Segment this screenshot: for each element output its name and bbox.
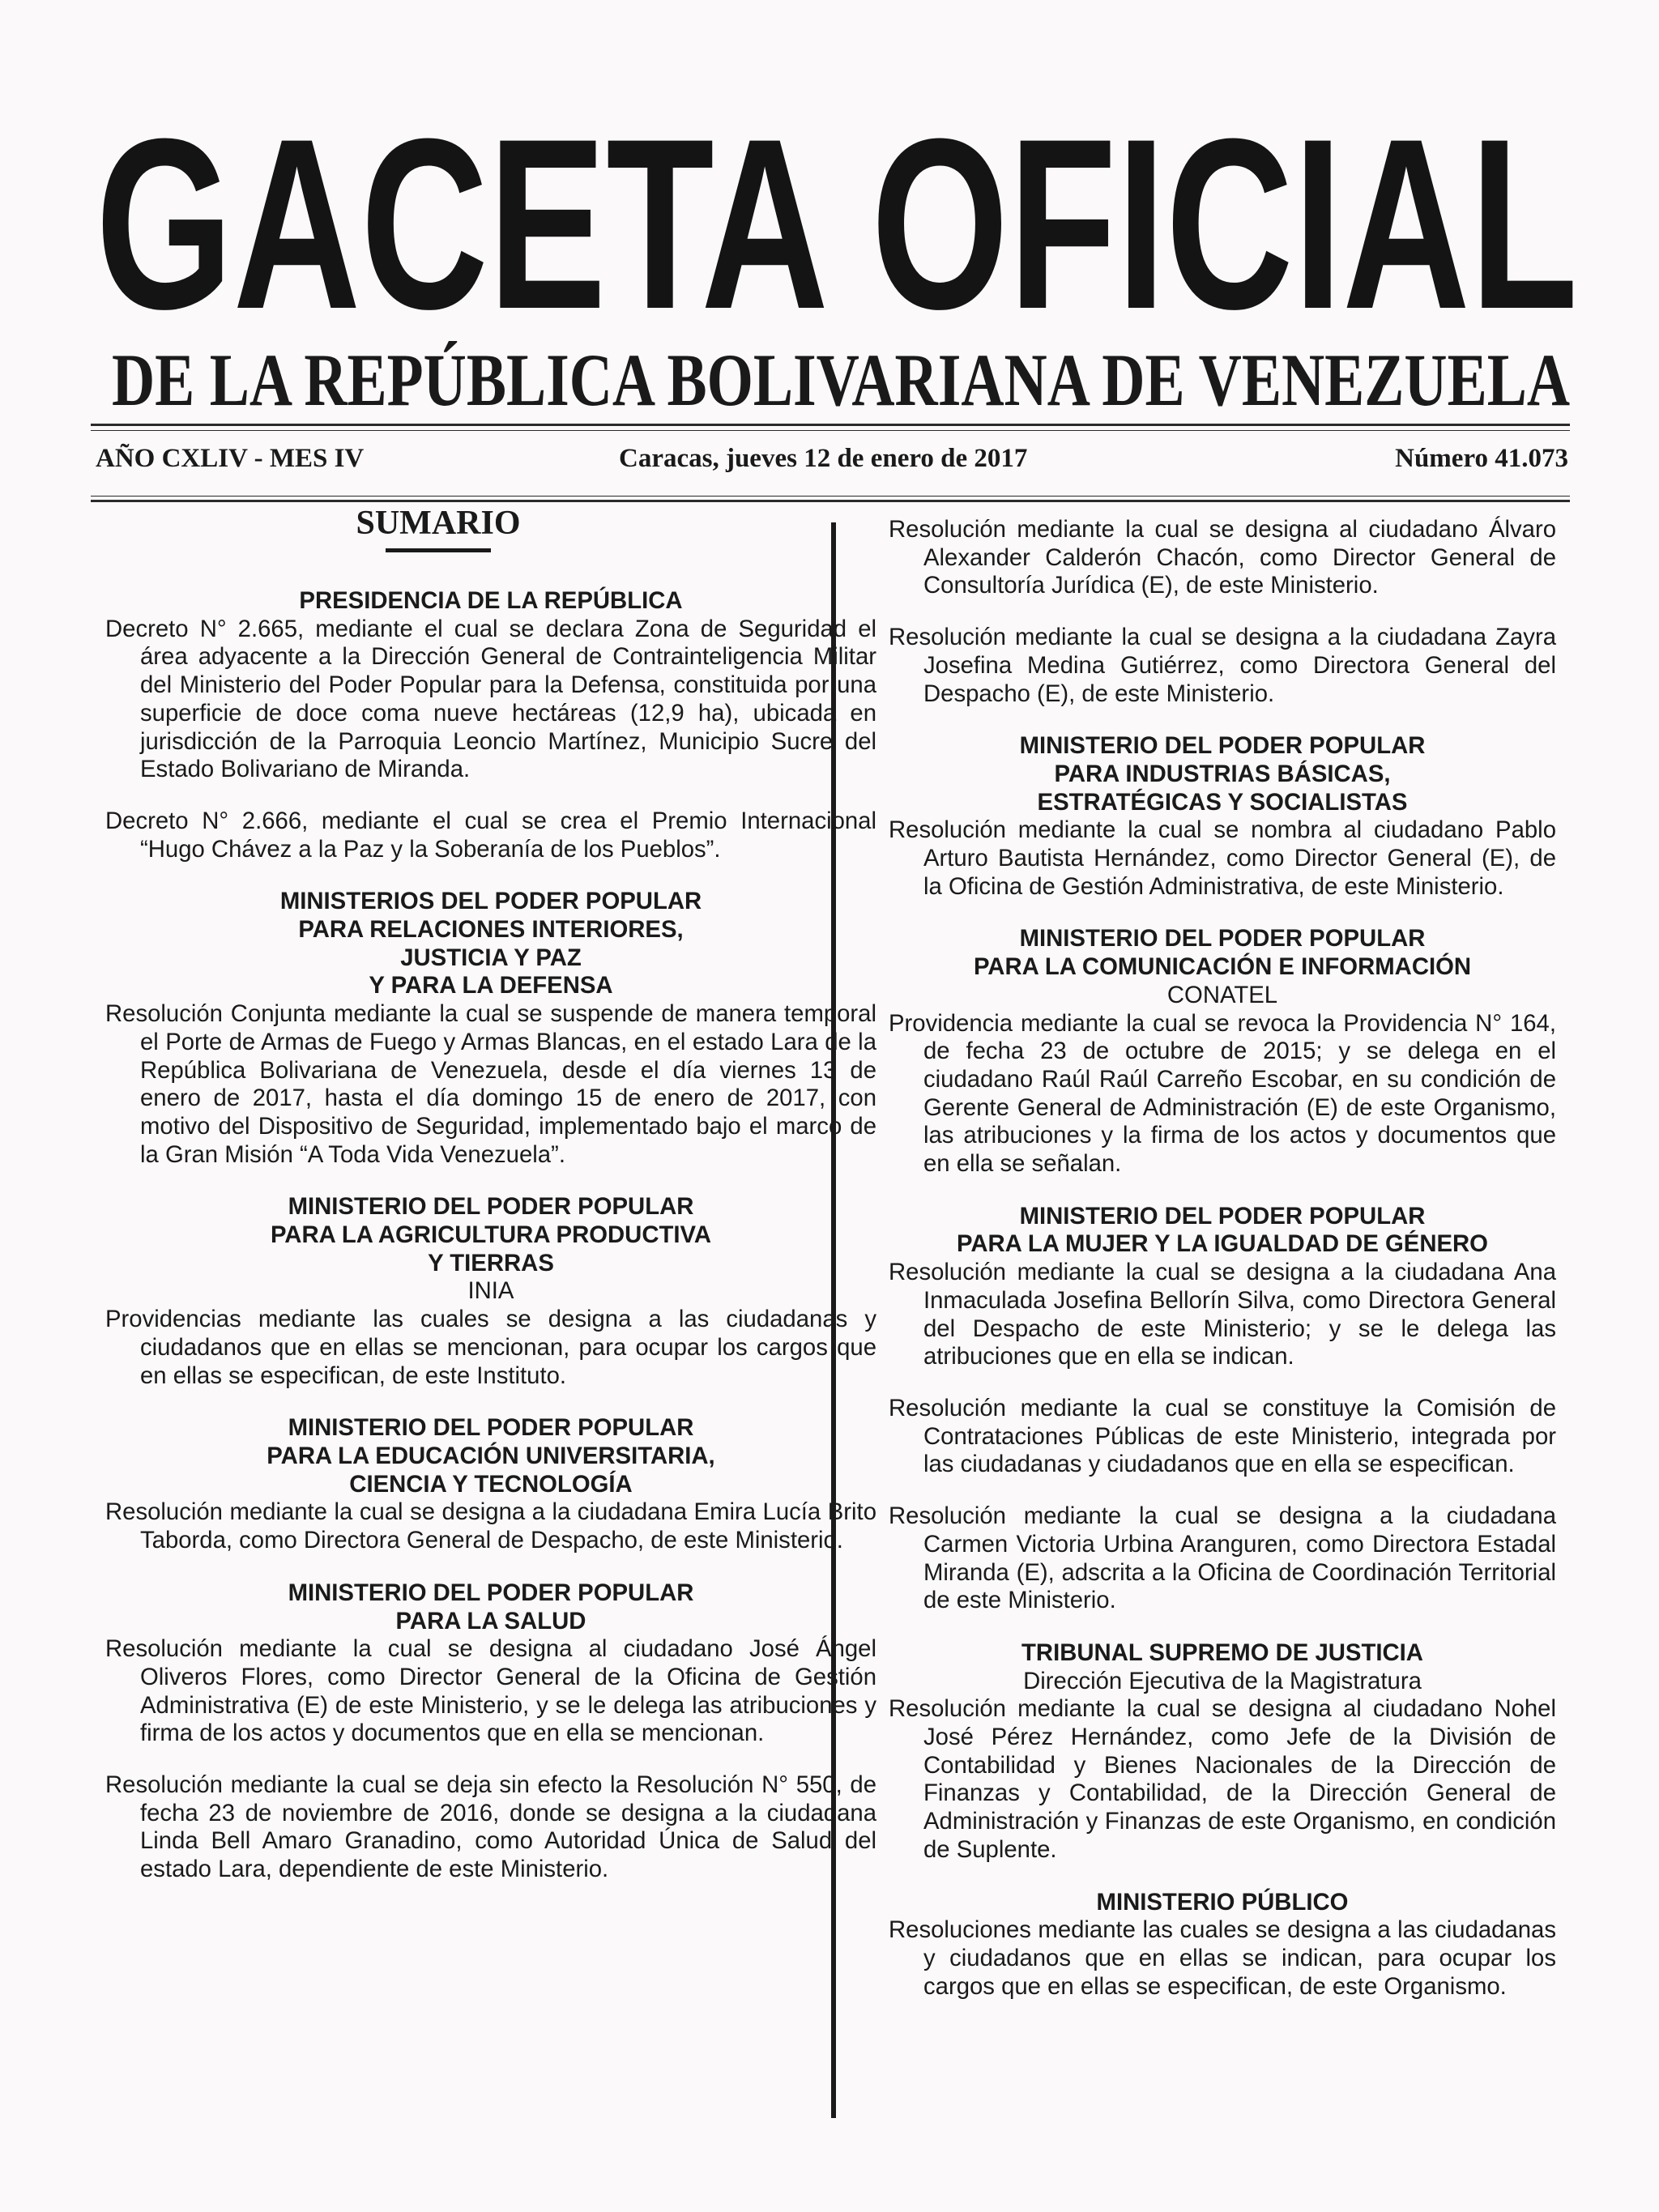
section-heading: PARA INDUSTRIAS BÁSICAS, [1054, 760, 1391, 787]
svg-text:DE LA REPÚBLICA BOLIVARIANA DE: DE LA REPÚBLICA BOLIVARIANA DE VENEZUELA [112, 339, 1570, 421]
summary-entry: Resolución mediante la cual se designa a la ciudadana Emira Lucía Brito Taborda, como Directora General de Despacho, de este Ministerio. [105, 1498, 876, 1554]
section-heading: PARA LA COMUNICACIÓN E INFORMACIÓN [973, 953, 1472, 981]
summary-entry: Providencia mediante la cual se revoca la Providencia N° 164, de fecha 23 de octubre de 2015; y se delega en el ciudadano Raúl Raúl Carreño Escobar, en su condición de Gerente General de Administración (E) de este Organismo, las atribuciones y la firma de los actos y documentos que en ella se señalan. [889, 1009, 1556, 1178]
summary-entry: Resolución mediante la cual se designa al ciudadano Nohel José Pérez Hernández, como Jefe de la División de Contabilidad y Bienes Nacionales de la Dirección de Finanzas y Contabilidad, de la Dirección General de Administración y Finanzas de este Organismo, en condición de Suplente. [889, 1695, 1556, 1863]
summary-section [889, 1889, 1556, 2001]
masthead [0, 0, 1659, 535]
summary-section [889, 925, 1556, 1178]
section-subheading: Dirección Ejecutiva de la Magistratura [1023, 1667, 1422, 1694]
issue-date: Caracas, jueves 12 de enero de 2017 [619, 444, 1028, 473]
issue-info-row [96, 444, 1568, 484]
masthead-subtitle [112, 336, 1570, 425]
section-heading: MINISTERIO DEL PODER POPULAR [288, 1414, 694, 1442]
section-heading: CIENCIA Y TECNOLOGÍA [349, 1470, 633, 1498]
section-heading: MINISTERIO DEL PODER POPULAR [1019, 925, 1426, 953]
issue-number: Número 41.073 [1395, 444, 1568, 473]
summary-section [889, 1203, 1556, 1615]
section-heading: PARA RELACIONES INTERIORES, [298, 916, 684, 944]
summary-section [889, 732, 1556, 901]
section-heading: MINISTERIO DEL PODER POPULAR [288, 1193, 694, 1221]
section-heading: MINISTERIO DEL PODER POPULAR [1019, 732, 1426, 760]
section-heading: PARA LA EDUCACIÓN UNIVERSITARIA, [267, 1442, 715, 1469]
section-heading: ESTRATÉGICAS Y SOCIALISTAS [1037, 788, 1408, 816]
masthead-title [96, 91, 1578, 334]
summary-entry: Resolución mediante la cual se designa a la ciudadana Ana Inmaculada Josefina Bellorín Silva, como Directora General del Despacho de este Ministerio; y se le delega las atribuciones que en ella se indican. [889, 1259, 1556, 1370]
svg-text:GACETA OFICIAL: GACETA OFICIAL [96, 91, 1578, 334]
left-column [105, 587, 876, 1908]
summary-entry: Decreto N° 2.665, mediante el cual se declara Zona de Seguridad el área adyacente a la Dirección General de Contrainteligencia Militar del Ministerio del Poder Popular para la Defensa, constituida por una superficie de doce coma nueve hectáreas (12,9 ha), ubicada en jurisdicción de la Parroquia Leoncio Martínez, Municipio Sucre del Estado Bolivariano de Miranda. [105, 615, 876, 783]
summary-section [105, 1579, 876, 1884]
bottom-rule-thick [91, 500, 1570, 502]
section-heading: MINISTERIO DEL PODER POPULAR [1019, 1202, 1426, 1230]
section-heading: PARA LA AGRICULTURA PRODUCTIVA [270, 1221, 712, 1249]
summary-entry: Resoluciones mediante las cuales se designa a las ciudadanas y ciudadanos que en ellas se indican, para ocupar los cargos que en ellas se especifican, de este Organismo. [889, 1916, 1556, 2000]
year-month: AÑO CXLIV - MES IV [96, 444, 365, 473]
summary-entry: Providencias mediante las cuales se designa a las ciudadanas y ciudadanos que en ellas se mencionan, para ocupar los cargos que en ellas se especifican, de este Instituto. [105, 1306, 876, 1389]
section-heading: MINISTERIO DEL PODER POPULAR [288, 1579, 694, 1606]
right-column [889, 516, 1556, 2025]
section-heading: TRIBUNAL SUPREMO DE JUSTICIA [1021, 1639, 1423, 1666]
summary-section [105, 587, 876, 863]
summary-entry: Decreto N° 2.666, mediante el cual se crea el Premio Internacional “Hugo Chávez a la Paz y la Soberanía de los Pueblos”. [105, 807, 876, 863]
section-heading: MINISTERIO PÚBLICO [1096, 1888, 1349, 1916]
summary-section [889, 1639, 1556, 1865]
summary-entry: Resolución mediante la cual se designa a la ciudadana Zayra Josefina Medina Gutiérrez, como Directora General del Despacho (E), de este Ministerio. [889, 624, 1556, 707]
summary-section [105, 1414, 876, 1555]
summary-entry: Resolución mediante la cual se designa al ciudadano José Ángel Oliveros Flores, como Director General de la Oficina de Gestión Administrativa (E) de este Ministerio, y se le delega las atribuciones y firma de los actos y documentos que en ella se mencionan. [105, 1635, 876, 1747]
summary-entry: Resolución mediante la cual se nombra al ciudadano Pablo Arturo Bautista Hernández, como Director General (E), de la Oficina de Gestión Administrativa, de este Ministerio. [889, 816, 1556, 900]
summary-entry: Resolución mediante la cual se designa a la ciudadana Carmen Victoria Urbina Aranguren, como Directora Estadal Miranda (E), adscrita a la Oficina de Coordinación Territorial de este Ministerio. [889, 1502, 1556, 1614]
section-heading: PRESIDENCIA DE LA REPÚBLICA [299, 587, 683, 614]
section-heading: Y TIERRAS [428, 1249, 554, 1276]
sumario-underline [386, 548, 491, 552]
summary-section [105, 1193, 876, 1390]
summary-entry: Resolución mediante la cual se constituye la Comisión de Contrataciones Públicas de este Ministerio, integrada por las ciudadanas y ciudadanos que en ella se especifican. [889, 1394, 1556, 1478]
summary-section [105, 888, 876, 1169]
section-heading: PARA LA MUJER Y LA IGUALDAD DE GÉNERO [957, 1230, 1488, 1258]
summary-entry: Resolución Conjunta mediante la cual se suspende de manera temporal el Porte de Armas de Fuego y Armas Blancas, en el estado Lara de la República Bolivariana de Venezuela, desde el día viernes 13 de enero de 2017, hasta el día domingo 15 de enero de 2017, con motivo del Dispositivo de Seguridad, implementado bajo el marco de la Gran Misión “A Toda Vida Venezuela”. [105, 1000, 876, 1168]
section-subheading: CONATEL [1166, 981, 1278, 1008]
summary-entry: Resolución mediante la cual se deja sin efecto la Resolución N° 550, de fecha 23 de noviembre de 2016, donde se designa a la ciudadana Linda Bell Amaro Granadino, como Autoridad Única de Salud del estado Lara, dependiente de este Ministerio. [105, 1771, 876, 1883]
summary-section [889, 516, 1556, 708]
section-subheading: INIA [467, 1277, 514, 1305]
section-heading: JUSTICIA Y PAZ [400, 944, 582, 971]
top-rule-thin [91, 430, 1570, 431]
section-heading: Y PARA LA DEFENSA [369, 972, 613, 999]
section-heading: MINISTERIOS DEL PODER POPULAR [279, 888, 702, 915]
top-rule-thick [91, 424, 1570, 426]
bottom-rule-thin [91, 496, 1570, 497]
section-heading: PARA LA SALUD [395, 1607, 586, 1634]
summary-entry: Resolución mediante la cual se designa al ciudadano Álvaro Alexander Calderón Chacón, como Director General de Consultoría Jurídica (E), de este Ministerio. [889, 516, 1556, 599]
sumario-title: SUMARIO [356, 505, 521, 542]
